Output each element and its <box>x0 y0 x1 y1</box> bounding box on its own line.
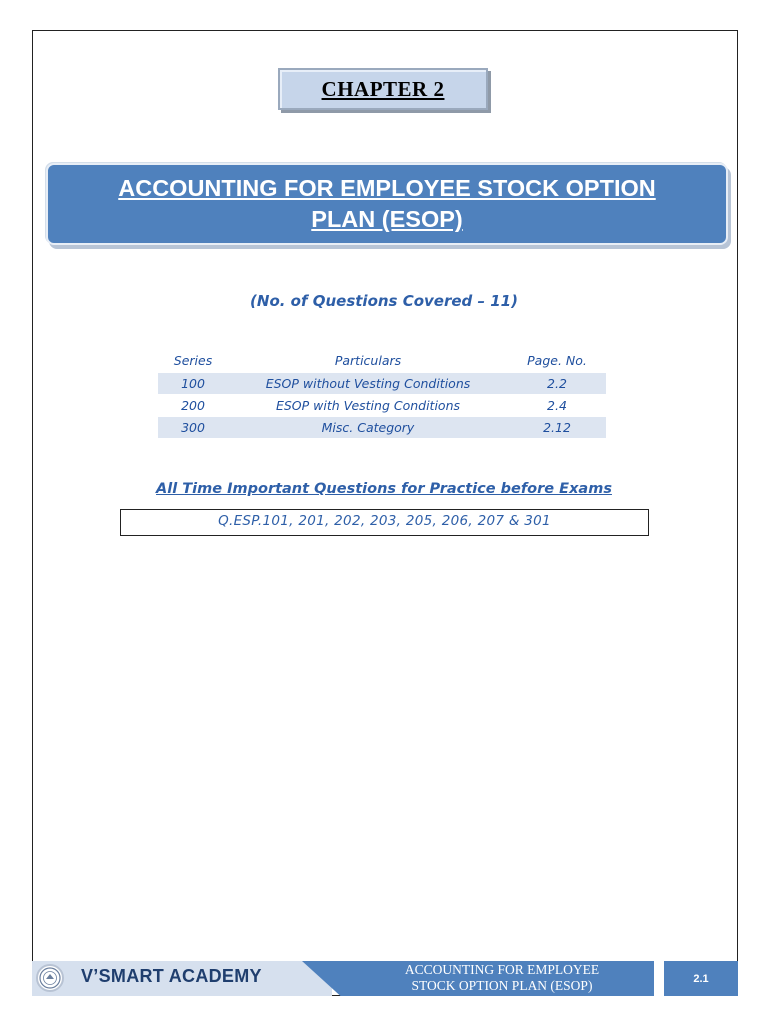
table-row <box>158 417 606 439</box>
chapter-label: CHAPTER 2 <box>321 76 445 101</box>
row-particulars: ESOP with Vesting Conditions <box>228 395 508 417</box>
row-page: 2.12 <box>508 417 606 439</box>
table-header-row <box>158 348 606 373</box>
footer-separator <box>654 961 664 996</box>
title-banner <box>46 163 728 245</box>
row-series: 100 <box>158 373 228 395</box>
footer-brand-area <box>32 961 332 996</box>
row-series: 200 <box>158 395 228 417</box>
header-series: Series <box>173 352 213 368</box>
title-line-1: ACCOUNTING FOR EMPLOYEE STOCK OPTION <box>118 175 656 201</box>
footer-chapter-title <box>332 962 672 994</box>
seal-emblem-icon <box>38 966 62 990</box>
row-series: 300 <box>158 417 228 439</box>
page-number: 2.1 <box>664 961 738 996</box>
header-page-no: Page. No. <box>527 352 587 368</box>
academy-seal-icon <box>36 964 64 992</box>
footer-title-line-1: ACCOUNTING FOR EMPLOYEE <box>404 962 600 977</box>
important-questions-list: Q.ESP.101, 201, 202, 203, 205, 206, 207 & 301 <box>218 512 551 529</box>
page-footer <box>32 961 738 996</box>
footer-title-line-2: STOCK OPTION PLAN (ESOP) <box>411 978 593 993</box>
row-particulars: Misc. Category <box>228 417 508 439</box>
academy-name: V’SMART ACADEMY <box>81 966 262 986</box>
chapter-box <box>278 68 488 110</box>
contents-table <box>158 348 606 438</box>
questions-covered: (No. of Questions Covered – 11) <box>250 292 518 310</box>
table-row <box>158 395 606 417</box>
row-particulars: ESOP without Vesting Conditions <box>228 373 508 395</box>
table-row <box>158 373 606 395</box>
header-particulars: Particulars <box>334 352 402 368</box>
title-line-2: PLAN (ESOP) <box>311 206 463 232</box>
important-questions-heading: All Time Important Questions for Practice before Exams <box>156 481 612 497</box>
important-questions-box <box>120 509 649 536</box>
row-page: 2.2 <box>508 373 606 395</box>
row-page: 2.4 <box>508 395 606 417</box>
